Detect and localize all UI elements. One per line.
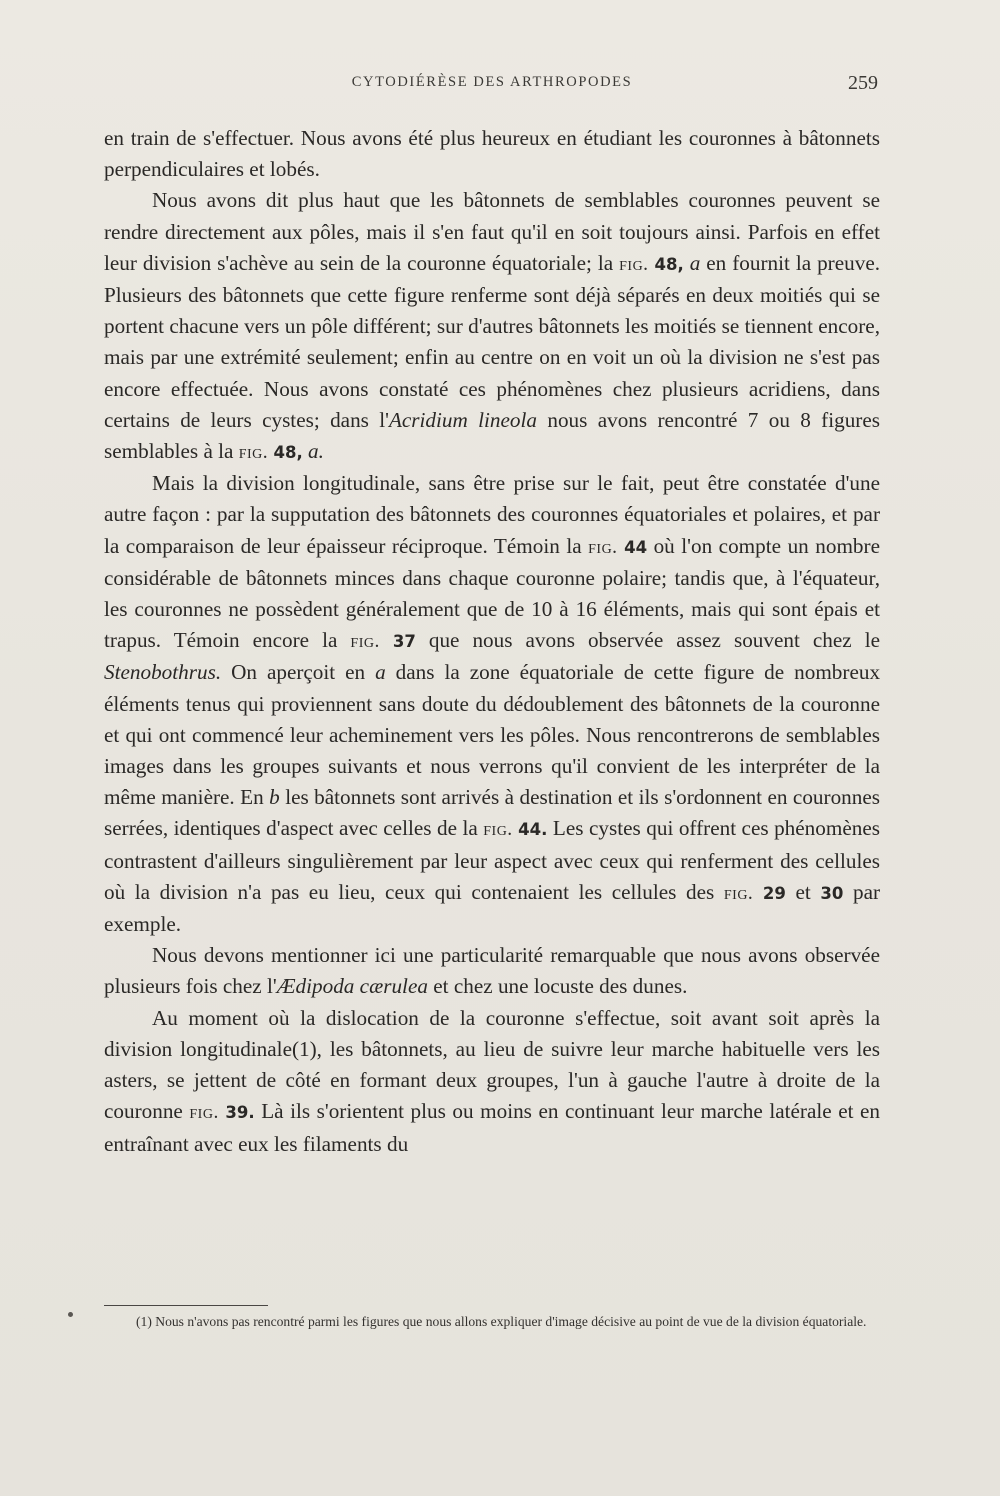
text-run: dans la zone équatoriale de cette figure de nombreux éléments tenus qui proviennent sans doute du dédoublement des bâtonnets de la couronne et qui ont commencé leur acheminement vers les pôles. Nous rencontrerons de semblables images dans les groupes suivants et nous verrons qu'il convient de les interpréter de la même manière. En [104, 660, 881, 810]
italic-letter: b [269, 785, 280, 810]
paragraph-4 [104, 940, 880, 1002]
figure-ref: fig. [723, 882, 754, 904]
text-run: et [795, 879, 811, 904]
figure-number: 29 [762, 883, 786, 903]
text-run: Mais la division longitudinale, sans être prise sur le fait, peut être constatée d'une autre façon : par la supputation des bâtonnets des couronnes équatoriales et polaires, et par la comparaison de leur épaisseur réciproque. Témoin la [104, 471, 880, 558]
text-run: Nous avons dit plus haut que les bâtonnets de semblables couronnes peuvent se rendre directement aux pôles, mais il s'en faut qu'il en soit toujours ainsi. Parfois en effet leur division s'achève au sein de la couronne équatoriale; la [104, 188, 880, 275]
text-run: Nous devons mentionner ici une particularité remarquable que nous avons observée plusieurs fois chez l' [104, 943, 880, 999]
figure-ref: fig. [483, 819, 513, 841]
text-run: et chez une locuste des dunes. [433, 974, 688, 999]
text-run: en train de s'effectuer. Nous avons été plus heureux en étudiant les couronnes à bâtonnets perpendiculaires et lobés. [104, 126, 880, 182]
figure-number: 30 [820, 883, 844, 903]
figure-number: 48, [273, 443, 303, 463]
paragraph-3 [104, 468, 880, 940]
text-run: que nous avons observée assez souvent chez le [428, 628, 881, 653]
text-run: Là ils s'orientent plus ou moins en continuant leur marche latérale et en entraînant avec eux les filaments du [104, 1099, 881, 1156]
species-name: Stenobothrus. [104, 660, 222, 685]
text-run: les bâtonnets sont arrivés à destination et ils s'ordonnent en couronnes serrées, identiques d'aspect avec celles de la [104, 785, 880, 841]
body-text [104, 123, 880, 1160]
text-run: On aperçoit en [231, 660, 366, 685]
figure-number: 44. [518, 820, 548, 840]
figure-number: 39. [225, 1103, 255, 1123]
footnote-rule [104, 1305, 268, 1306]
paragraph-5 [104, 1003, 880, 1160]
running-title: CYTODIÉRÈSE DES ARTHROPODES [351, 74, 633, 90]
italic-letter: a [375, 660, 386, 685]
figure-number: 44 [624, 537, 648, 557]
page-header [104, 72, 880, 100]
species-name: Acridium lineola [388, 407, 537, 432]
text-run: Au moment où la dislocation de la couronne s'effectue, soit avant soit après la division longitudinale(1), les bâtonnets, au lieu de suivre leur marche habituelle vers les asters, se jettent de côté en formant deux groupes, l'un à gauche l'autre à droite de la couronne [104, 1005, 880, 1124]
figure-number: 37 [392, 632, 416, 652]
figure-ref: fig. [588, 536, 618, 558]
figure-ref: fig. [189, 1102, 219, 1124]
page-number: 259 [848, 72, 878, 94]
text-run: en fournit la preuve. Plusieurs des bâtonnets que cette figure renferme sont déjà séparés en deux moitiés qui se portent chacune vers un pôle différent; sur d'autres bâtonnets les moitiés se tiennent encore, mais par une extrémité seulement; enfin au centre on en voit un où la division ne s'est pas encore effectuée. Nous avons constaté ces phénomènes chez plusieurs acridiens, dans certains de leurs cystes; dans l' [104, 250, 881, 432]
italic-letter: a [689, 250, 701, 275]
text-run: nous avons rencontré 7 ou 8 figures semblables à la [104, 407, 881, 464]
text-run: Les cystes qui offrent ces phénomènes contrastent d'ailleurs singulièrement par leur aspect avec ceux qui renferment des cellules où la division n'a pas eu lieu, ceux qui contenaient les cellules des [104, 816, 880, 904]
paragraph-2 [104, 185, 880, 468]
figure-ref: fig. [350, 631, 380, 653]
figure-ref: fig. [238, 442, 269, 464]
paragraph-1 [104, 123, 880, 185]
text-run: par exemple. [104, 879, 881, 937]
footnote: (1) Nous n'avons pas rencontré parmi les figures que nous allons expliquer d'image décisive au point de vue de la division équatoriale. [136, 1314, 867, 1329]
text-run: où l'on compte un nombre considérable de bâtonnets minces dans chaque couronne polaire; tandis que, à l'équateur, les couronnes ne possèdent généralement que de 10 à 16 éléments, mais qui sont épais et trapus. Témoin encore la [104, 533, 880, 653]
figure-number: 48, [654, 254, 684, 274]
italic-letter: a. [308, 439, 324, 464]
figure-ref: fig. [619, 253, 649, 275]
species-name: Ædipoda cærulea [276, 974, 428, 999]
page-mark [68, 1312, 73, 1317]
